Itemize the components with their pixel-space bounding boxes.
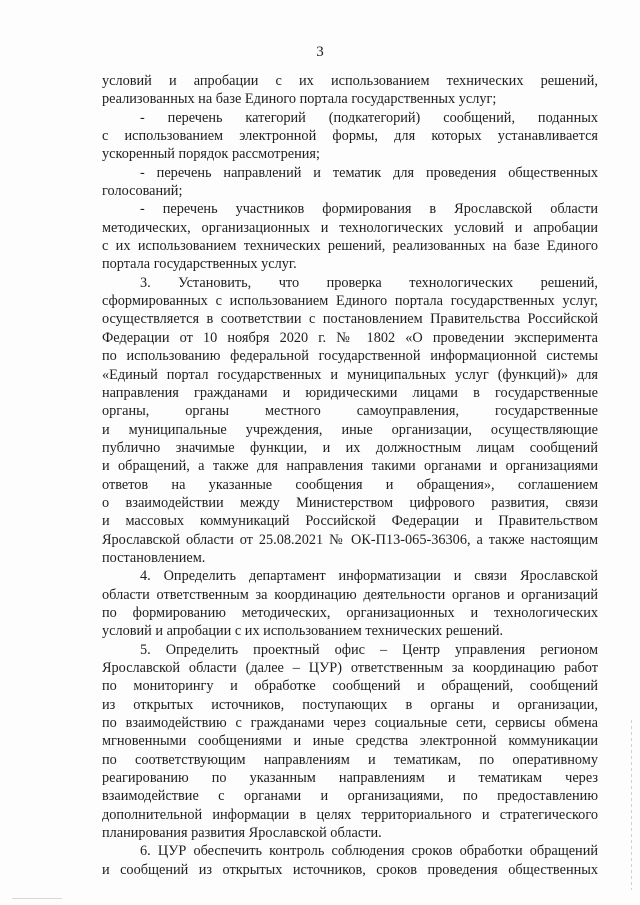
text-line: портала государственных услуг. [102, 256, 297, 273]
text-line: направления гражданами и юридическими лицами в государственные [102, 384, 598, 401]
text-line: 6. ЦУР обеспечить контроль соблюдения сроков обработки обращений [140, 843, 598, 860]
text-line: дополнительной информации в целях территориального и стратегического [102, 806, 598, 823]
text-line: и сообщений из открытых источников, сроков проведения общественных [102, 861, 598, 878]
text-line: условий и апробации с их использованием технических решений, [102, 73, 598, 89]
text-line: и массовых коммуникаций Российской Федерации и Правительством [102, 513, 598, 530]
text-line: с их использованием технических решений, реализованных на базе Единого [102, 238, 598, 255]
scan-artifact-edge [631, 720, 632, 890]
text-line: ускоренный порядок рассмотрения; [102, 146, 320, 163]
text-line: Ярославской области (далее – ЦУР) ответственным за координацию работ [102, 660, 598, 676]
text-line: органы, органы местного самоуправления, государственные [102, 403, 598, 420]
text-line: из открытых источников, поступающих в органы и организации, [102, 696, 598, 713]
text-line: по взаимодействию с гражданами через социальные сети, сервисы обмена [102, 715, 598, 732]
text-line: и обращений, а также для направления такими органами и организациями [102, 458, 598, 475]
text-line: о взаимодействии между Министерством цифрового развития, связи [102, 494, 598, 511]
document-body [102, 72, 598, 879]
text-line: методических, организационных и технологических условий и апробации [102, 219, 598, 236]
text-line: реализованных на базе Единого портала государственных услуг; [102, 91, 497, 108]
text-line: Федерации от 10 ноября 2020 г. № 1802 «О проведении эксперимента [102, 329, 598, 346]
text-line: по соответствующим направлениям и тематикам, по оперативному [102, 751, 598, 768]
text-line: с использованием электронной формы, для которых устанавливается [102, 128, 598, 145]
page-number: 3 [316, 44, 324, 60]
text-line: мгновенными сообщениями и иные средства электронной коммуникации [102, 733, 598, 750]
text-line: постановлением. [102, 549, 206, 566]
text-line: области ответственным за координацию деятельности органов и организаций [102, 586, 598, 603]
text-line: ответов на указанные сообщения и обращения», соглашением [102, 476, 598, 493]
text-line: публично значимые функции, и их должностным лицам сообщений [102, 439, 598, 456]
text-line: - перечень участников формирования в Ярославской области [140, 201, 598, 218]
text-line: осуществляется в соответствии с постановлением Правительства Российской [102, 311, 598, 328]
text-line: по формированию методических, организационных и технологических [102, 604, 598, 621]
scan-artifact-bottom [12, 898, 62, 899]
text-line: «Единый портал государственных и муниципальных услуг (функций)» для [102, 366, 598, 383]
text-line: условий и апробации с их использованием технических решений. [102, 623, 504, 640]
text-line: по использованию федеральной государственной информационной системы [102, 348, 598, 365]
text-line: Ярославской области от 25.08.2021 № ОК-П13-065-36306, а также настоящим [102, 531, 598, 548]
text-line: сформированных с использованием Единого портала государственных услуг, [102, 293, 598, 310]
text-line: по мониторингу и обработке сообщений и обращений, сообщений [102, 678, 598, 695]
text-line: голосований; [102, 183, 183, 200]
text-line: - перечень категорий (подкатегорий) сообщений, поданных [140, 109, 598, 126]
text-line: - перечень направлений и тематик для проведения общественных [140, 164, 598, 181]
text-line: 5. Определить проектный офис – Центр управления регионом [140, 641, 598, 658]
text-line: 3. Установить, что проверка технологических решений, [140, 274, 598, 291]
text-line: реагированию по указанным направлениям и тематикам через [102, 770, 598, 787]
text-line: планирования развития Ярославской области. [102, 825, 382, 842]
text-line: 4. Определить департамент информатизации и связи Ярославской [140, 568, 598, 585]
text-line: и муниципальные учреждения, иные организации, осуществляющие [102, 421, 598, 438]
text-line: взаимодействие с органами и организациями, по предоставлению [102, 788, 598, 805]
